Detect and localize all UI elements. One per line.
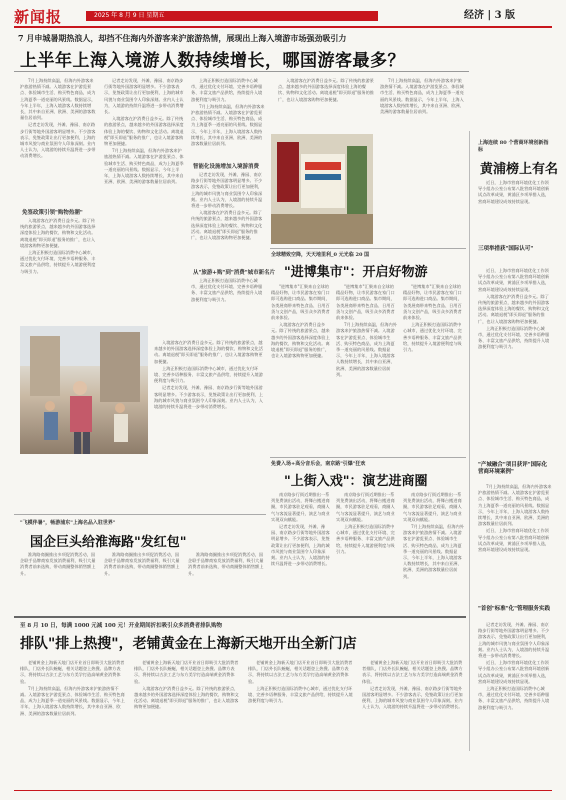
gold-paragraph: 7月上海持续高温，但海内外游客来沪旅游热情不减。入境游客在沪游览景点、体验城市生活、购买特色商品，成为上海夏季一道亮丽的风景线。数据显示，今年上半年，上海入境游客人数持续增长，其中来自亚洲、欧洲、美洲的游客数量位居前列。 [20, 685, 125, 716]
lead-column-1b [20, 218, 96, 322]
street-scene-photo [20, 326, 148, 454]
right-kicker: 上海连续 80 个营商环境创新指标 [478, 140, 549, 153]
bazaar-paragraph: "进博集市"汇聚来自全球的精品好物，让市民游客在家门口即可选购进口商品。集市期间，各类展商带来特色食品、日用百货与文创产品，吸引众多消费者前来体验。 [403, 284, 462, 321]
gold-paragraph: 上海正积极打造国际消费中心城市，通过优化支付环境、完善多语种服务、丰富文旅产品供给，持续提升入境游便利度与吸引力。 [248, 685, 353, 704]
lead-subhead-2: 智能化设施增加入境游消费 [193, 164, 260, 170]
theatre-divider [270, 457, 466, 458]
lead-paragraph: 7月上海持续高温，但海内外游客来沪旅游热情不减。入境游客在沪游览景点、体验城市生活、购买特色商品，成为上海夏季一道亮丽的风景线。数据显示，今年上半年，上海入境游客人数持续增长，其中来自亚洲、欧洲、美洲的游客数量位居前列。 [191, 103, 265, 147]
global-paragraph: 淮海路商圈推出多项促消费活动，国企联手品牌商家发放消费福利，吸引大量消费者前来选购，带动商圈整体销售额上升。 [20, 552, 96, 576]
lead-column-continued [154, 340, 264, 450]
global-paragraph: 淮海路商圈推出多项促消费活动，国企联手品牌商家发放消费福利，吸引大量消费者前来选购，带动商圈整体销售额上升。 [104, 552, 180, 576]
right-paragraph: 近日，上海市营商环境优化工作领导小组办公室公布第八批营商环境创新试点改革成果，黄浦区多项举措入选，营商环境建设成效持续显现。 [478, 528, 550, 553]
right-box-1-title: 三项举措获"国际认可" [478, 246, 534, 252]
right-paragraph: 上海正积极打造国际消费中心城市，通过优化支付环境、完善多语种服务、丰富文旅产品供给，持续提升入境游便利度与吸引力。 [478, 325, 550, 350]
lead-paragraph: 入境游客在沪消费日益多元。除了传统的旅游景点，越来越多的外国游客选择深度体验上海的餐饮、购物和文化活动。离境退税"即买即退"服务的推广，也让入境游客购物更加便捷。 [154, 340, 263, 364]
lead-paragraph: 上海正积极打造国际消费中心城市，通过优化支付环境、完善多语种服务、丰富文旅产品供给，持续提升入境游便利度与吸引力。 [154, 365, 263, 384]
lead-column-5 [380, 78, 464, 130]
lead-paragraph: 上海正积极打造国际消费中心城市，通过优化支付环境、完善多语种服务、丰富文旅产品供给，持续提升入境游便利度与吸引力。 [191, 78, 263, 102]
right-box-3-title: "首创"标准"化"管理服务实践 [478, 606, 550, 612]
right-paragraph: 近日，上海市营商环境优化工作领导小组办公室公布第八批营商环境创新试点改革成果，黄浦区多项举措入选，营商环境建设成效持续显现。 [478, 268, 550, 292]
bazaar-paragraph: 7月上海持续高温，但海内外游客来沪旅游热情不减。入境游客在沪游览景点、体验城市生活、购买特色商品，成为上海夏季一道亮丽的风景线。数据显示，今年上半年，上海入境游客人数持续增长，其中来自亚洲、欧洲、美洲的游客数量位居前列。 [336, 322, 397, 377]
right-headline: 黄浦榜上有名 [480, 162, 559, 177]
theatre-headline: "上街入戏"：演艺进商圈 [284, 474, 428, 489]
lead-paragraph: 入境游客在沪消费日益多元。除了传统的旅游景点，越来越多的外国游客选择深度体验上海的餐饮、购物和文化活动。离境退税"即买即退"服务的推广，也让入境游客购物更加便捷。 [278, 78, 374, 102]
bazaar-column-1 [271, 284, 331, 452]
product-display-illustration [271, 134, 373, 244]
theatre-paragraph: 上海正积极打造国际消费中心城市，通过优化支付环境、完善多语种服务、丰富文旅产品供给，持续提升入境游便利度与吸引力。 [336, 524, 395, 554]
bazaar-column-2 [336, 284, 398, 452]
lead-column-4 [278, 78, 374, 130]
lead-rule [14, 71, 469, 72]
bazaar-paragraph: "进博集市"汇聚来自全球的精品好物，让市民游客在家门口即可选购进口商品。集市期间，各类展商带来特色食品、日用百货与文创产品，吸引众多消费者前来体验。 [336, 284, 395, 321]
lead-paragraph: 记者走访发现，外滩、豫园、南京路步行街等地外国游客明显增多。不少游客表示，免签政策让出行更加便利，上海的城市风貌与商业氛围令人印象深刻。业内人士认为，入境游的持续升温将进一步带动消费增长。 [191, 172, 263, 209]
gold-paragraph: 入境游客在沪消费日益多元。除了传统的旅游景点，越来越多的外国游客选择深度体验上海的餐饮、购物和文化活动。离境退税"即买即退"服务的推广，也让入境游客购物更加便捷。 [134, 685, 239, 710]
bottom-rule [14, 790, 552, 791]
theatre-column-1 [271, 492, 331, 612]
right-box-1-body [478, 268, 552, 458]
gold-column-4 [362, 660, 466, 784]
lead-paragraph: 记者走访发现，外滩、豫园、南京路步行街等地外国游客明显增多。不少游客表示，免签政策让出行更加便利，上海的城市风貌与商业氛围令人印象深刻。业内人士认为，入境游的持续升温将进一步带动消费增长。 [154, 385, 263, 410]
gold-column-3 [248, 660, 354, 784]
lead-paragraph: 入境游客在沪消费日益多元。除了传统的旅游景点，越来越多的外国游客选择深度体验上海的餐饮、购物和文化活动。离境退税"即买即退"服务的推广，也让入境游客购物更加便捷。 [191, 210, 263, 241]
global-paragraph: 淮海路商圈推出多项促消费活动，国企联手品牌商家发放消费福利，吸引大量消费者前来选购，带动商圈整体销售额上升。 [188, 552, 264, 576]
right-box-3-body [478, 622, 552, 782]
right-box-2-body [478, 484, 552, 594]
gold-paragraph: 记者走访发现，外滩、豫园、南京路步行街等地外国游客明显增多。不少游客表示，免签政策让出行更加便利，上海的城市风貌与商业氛围令人印象深刻。业内人士认为，入境游的持续升温将进一步带动消费增长。 [362, 685, 463, 710]
gold-column-1 [20, 660, 126, 784]
global-headline: 国企巨头给淮海路"发红包" [30, 535, 187, 550]
right-paragraph: 入境游客在沪消费日益多元。除了传统的旅游景点，越来越多的外国游客选择深度体验上海的餐饮、购物和文化活动。离境退税"即买即退"服务的推广，也让入境游客购物更加便捷。 [478, 293, 550, 324]
street-scene-illustration [20, 326, 148, 454]
header-rule [14, 26, 552, 28]
right-paragraph: 近日，上海市营商环境优化工作领导小组办公室公布第八批营商环境创新试点改革成果，黄浦区多项举措入选，营商环境建设成效持续显现。 [478, 660, 550, 684]
theatre-column-2 [336, 492, 398, 612]
product-display-photo [271, 134, 373, 244]
theatre-paragraph: 南京路步行街近期推出一系列免费演出活动，将舞台搬进商圈，市民游客驻足观看，商圈人气与客流显著提升，演艺与商业实现双向赋能。 [336, 492, 395, 522]
gold-headline: 排队"排上热搜"，老铺黄金在上海新天地开出全新门店 [20, 636, 357, 652]
bazaar-paragraph: 上海正积极打造国际消费中心城市，通过优化支付环境、完善多语种服务、丰富文旅产品供给，持续提升入境游便利度与吸引力。 [403, 322, 462, 353]
gold-paragraph: 老铺黄金上海新天地门店开业首日即吸引大批消费者排队，门店外长队蜿蜒，相关话题登上热搜。品牌方表示，将持续以古法工艺与东方美学打造高端黄金消费体验。 [362, 660, 463, 684]
gold-paragraph: 老铺黄金上海新天地门店开业首日即吸引大批消费者排队，门店外长队蜿蜒，相关话题登上热搜。品牌方表示，将持续以古法工艺与东方美学打造高端黄金消费体验。 [20, 660, 125, 684]
gold-paragraph: 老铺黄金上海新天地门店开业首日即吸引大批消费者排队，门店外长队蜿蜒，相关话题登上热搜。品牌方表示，将持续以古法工艺与东方美学打造高端黄金消费体验。 [134, 660, 239, 684]
lead-subhead-3: 从"旅游+购"到"消费"城市新名片 [193, 270, 276, 276]
lead-paragraph: 入境游客在沪消费日益多元。除了传统的旅游景点，越来越多的外国游客选择深度体验上海的餐饮、购物和文化活动。离境退税"即买即退"服务的推广，也让入境游客购物更加便捷。 [104, 116, 184, 147]
section-label: 经济 | 3 版 [464, 10, 516, 21]
lead-paragraph: 7月上海持续高温，但海内外游客来沪旅游热情不减。入境游客在沪游览景点、体验城市生活、购买特色商品，成为上海夏季一道亮丽的风景线。数据显示，今年上半年，上海入境游客人数持续增长，其中来自亚洲、欧洲、美洲的游客数量位居前列。 [380, 78, 464, 115]
lead-kicker: 7 月申城暑期热浪人，却挡不住海内外游客来沪旅游热情，展现出上海入境游市场强劲吸引力 [18, 33, 347, 43]
right-paragraph: 上海正积极打造国际消费中心城市，通过优化支付环境、完善多语种服务、丰富文旅产品供给，持续提升入境游便利度与吸引力。 [478, 686, 550, 710]
lead-paragraph: 7月上海持续高温，但海内外游客来沪旅游热情不减。入境游客在沪游览景点、体验城市生活、购买特色商品，成为上海夏季一道亮丽的风景线。数据显示，今年上半年，上海入境游客人数持续增长，其中来自亚洲、欧洲、美洲的游客数量位居前列。 [20, 78, 96, 121]
theatre-paragraph: 7月上海持续高温，但海内外游客来沪旅游热情不减。入境游客在沪游览景点、体验城市生活、购买特色商品，成为上海夏季一道亮丽的风景线。数据显示，今年上半年，上海入境游客人数持续增长，其中来自亚洲、欧洲、美洲的游客数量位居前列。 [403, 524, 464, 579]
bazaar-headline: "进博集市"：开启好物游 [284, 265, 428, 280]
bazaar-divider [270, 248, 466, 249]
right-column-rule [469, 131, 470, 751]
bazaar-paragraph: "进博集市"汇聚来自全球的精品好物，让市民游客在家门口即可选购进口商品。集市期间，各类展商带来特色食品、日用百货与文创产品，吸引众多消费者前来体验。 [271, 284, 330, 321]
lead-paragraph: 记者走访发现，外滩、豫园、南京路步行街等地外国游客明显增多。不少游客表示，免签政策让出行更加便利，上海的城市风貌与商业氛围令人印象深刻。业内人士认为，入境游的持续升温将进一步带动消费增长。 [104, 78, 184, 115]
global-kicker: "飞模伴暑"，畅游浦东"上海名品入驻世界" [20, 520, 116, 526]
gold-kicker: 至 8 月 10 日，每满 1000 元减 100 元！开业期间折扣吸引众多消费者排队购物 [20, 623, 223, 629]
lead-paragraph: 上海正积极打造国际消费中心城市，通过优化支付环境、完善多语种服务、丰富文旅产品供给，持续提升入境游便利度与吸引力。 [20, 250, 96, 274]
lead-column-1 [20, 78, 96, 202]
date-bar: 2025 年 8 月 9 日 星期五 [86, 11, 378, 21]
lead-column-3 [191, 78, 265, 158]
lead-column-2 [104, 78, 184, 322]
right-paragraph: 近日，上海市营商环境优化工作领导小组办公室公布第八批营商环境创新试点改革成果，黄浦区多项举措入选，营商环境建设成效持续显现。 [478, 180, 550, 204]
gold-paragraph: 老铺黄金上海新天地门店开业首日即吸引大批消费者排队，门店外长队蜿蜒，相关话题登上热搜。品牌方表示，将持续以古法工艺与东方美学打造高端黄金消费体验。 [248, 660, 353, 684]
gold-divider [14, 616, 466, 618]
bazaar-kicker: 全球精致空降，天天地里利_0 元光临 20 国 [271, 252, 370, 258]
bazaar-paragraph: 入境游客在沪消费日益多元。除了传统的旅游景点，越来越多的外国游客选择深度体验上海的餐饮、购物和文化活动。离境退税"即买即退"服务的推广，也让入境游客购物更加便捷。 [271, 322, 330, 359]
theatre-column-3 [403, 492, 465, 612]
lead-subhead-1: 免签政策引领"购物热潮" [22, 210, 83, 216]
theatre-paragraph: 记者走访发现，外滩、豫园、南京路步行街等地外国游客明显增多。不少游客表示，免签政策让出行更加便利，上海的城市风貌与商业氛围令人印象深刻。业内人士认为，入境游的持续升温将进一步带动消费增长。 [271, 524, 330, 567]
theatre-paragraph: 南京路步行街近期推出一系列免费演出活动，将舞台搬进商圈，市民游客驻足观看，商圈人气与客流显著提升，演艺与商业实现双向赋能。 [403, 492, 462, 522]
lead-column-3c [191, 278, 265, 334]
lead-paragraph: 7月上海持续高温，但海内外游客来沪旅游热情不减。入境游客在沪游览景点、体验城市生活、购买特色商品，成为上海夏季一道亮丽的风景线。数据显示，今年上半年，上海入境游客人数持续增长，其中来自亚洲、欧洲、美洲的游客数量位居前列。 [104, 148, 184, 185]
gold-column-2 [134, 660, 240, 784]
right-body [478, 180, 552, 238]
lead-paragraph: 记者走访发现，外滩、豫园、南京路步行街等地外国游客明显增多。不少游客表示，免签政策让出行更加便利，上海的城市风貌与商业氛围令人印象深刻。业内人士认为，入境游的持续升温将进一步带动消费增长。 [20, 122, 96, 159]
global-column-1 [20, 552, 96, 614]
lead-column-3b [191, 172, 265, 262]
theatre-kicker: 免费入场+高分音乐会，南京路"引爆"狂欢 [271, 461, 366, 467]
lead-paragraph: 入境游客在沪消费日益多元。除了传统的旅游景点，越来越多的外国游客选择深度体验上海的餐饮、购物和文化活动。离境退税"即买即退"服务的推广，也让入境游客购物更加便捷。 [20, 218, 96, 248]
lead-paragraph: 上海正积极打造国际消费中心城市，通过优化支付环境、完善多语种服务、丰富文旅产品供给，持续提升入境游便利度与吸引力。 [191, 278, 263, 302]
right-paragraph: 记者走访发现，外滩、豫园、南京路步行街等地外国游客明显增多。不少游客表示，免签政策让出行更加便利，上海的城市风貌与商业氛围令人印象深刻。业内人士认为，入境游的持续升温将进一步带动消费增长。 [478, 622, 550, 659]
masthead: 新闻报 [14, 8, 63, 26]
global-divider [14, 514, 266, 515]
right-box-2-title: "产城融合"项目获评"国际化营商环境案例" [478, 462, 548, 475]
global-column-3 [188, 552, 264, 614]
bazaar-column-3 [403, 284, 465, 452]
right-paragraph: 7月上海持续高温，但海内外游客来沪旅游热情不减。入境游客在沪游览景点、体验城市生活、购买特色商品，成为上海夏季一道亮丽的风景线。数据显示，今年上半年，上海入境游客人数持续增长，其中来自亚洲、欧洲、美洲的游客数量位居前列。 [478, 484, 552, 527]
lead-headline: 上半年上海入境游人数持续增长，哪国游客最多？ [20, 51, 405, 71]
global-column-2 [104, 552, 180, 614]
theatre-paragraph: 南京路步行街近期推出一系列免费演出活动，将舞台搬进商圈，市民游客驻足观看，商圈人气与客流显著提升，演艺与商业实现双向赋能。 [271, 492, 330, 522]
